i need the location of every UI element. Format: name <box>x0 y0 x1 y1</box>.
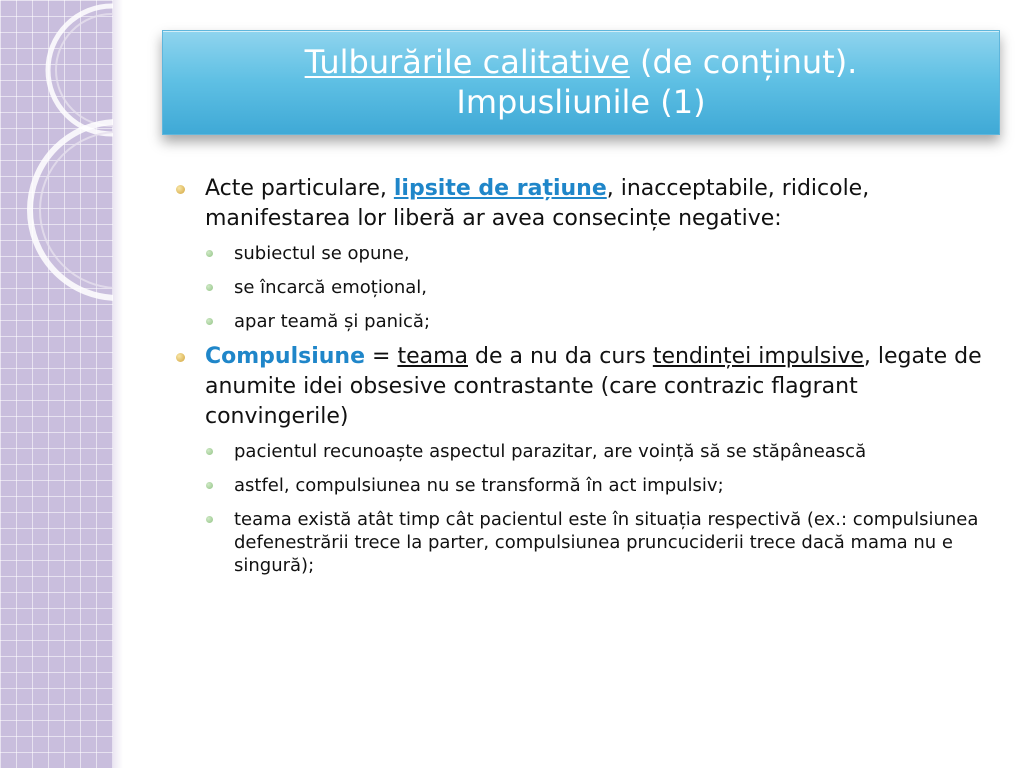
bullet-text: = <box>365 344 398 369</box>
bullet-text: , inacceptabile, ridicole, manifestarea lor liberă ar avea consecințe negative: <box>205 176 870 231</box>
slide-content <box>172 174 982 577</box>
sub-bullet-dot-icon <box>206 448 213 455</box>
sub-bullet-text: apar teamă și panică; <box>234 311 431 332</box>
tendintei-impulsive-underlined: tendinței impulsive <box>652 344 864 369</box>
sub-bullet <box>172 440 982 463</box>
compulsiune-term: Compulsiune <box>205 344 366 369</box>
decorative-side-strip <box>0 0 113 768</box>
sub-bullet <box>172 276 982 299</box>
slide-title-line2: Impusliunile (1) <box>456 83 706 121</box>
bullet-text: Acte particulare, <box>205 176 394 201</box>
sub-bullet-dot-icon <box>206 318 213 325</box>
slide-title-line1 <box>163 42 999 82</box>
title-underlined-part: Tulburările calitative <box>304 43 630 81</box>
bullet-text: de a nu da curs <box>468 344 653 369</box>
sub-bullet <box>172 310 982 333</box>
teama-underlined: teama <box>397 344 468 369</box>
bullet-dot-icon <box>176 185 185 194</box>
side-strip-edge <box>113 0 123 768</box>
slide-title-bar <box>162 30 1000 135</box>
bullet-compulsiune <box>172 342 982 432</box>
sub-bullet-dot-icon <box>206 250 213 257</box>
sub-bullet <box>172 474 982 497</box>
sub-bullet <box>172 508 982 577</box>
sub-bullet-text: subiectul se opune, <box>234 243 410 264</box>
sub-bullet-dot-icon <box>206 284 213 291</box>
sub-bullet-text: pacientul recunoaște aspectul parazitar, are voință să se stăpânească <box>234 441 867 462</box>
sub-bullet-text: se încarcă emoțional, <box>234 277 428 298</box>
bullet-acte-particulare <box>172 174 982 234</box>
sub-bullet-text: astfel, compulsiunea nu se transformă în act impulsiv; <box>234 475 724 496</box>
sub-bullet-dot-icon <box>206 482 213 489</box>
sub-bullet <box>172 242 982 265</box>
bullet-dot-icon <box>176 353 185 362</box>
bullet-text: , legate de anumite idei obsesive contrastante (care contrazic flagrant convingerile) <box>205 344 982 429</box>
lipsite-de-ratiune-link[interactable]: lipsite de rațiune <box>393 176 607 201</box>
decorative-rings <box>0 0 113 330</box>
sub-bullet-text: teama există atât timp cât pacientul este în situația respectivă (ex.: compulsiunea defenestrării trece la parter, compulsiunea pruncuciderii trece dacă mama nu e singură); <box>234 509 979 576</box>
sub-bullet-dot-icon <box>206 516 213 523</box>
title-rest-part: (de conținut). <box>629 43 858 81</box>
